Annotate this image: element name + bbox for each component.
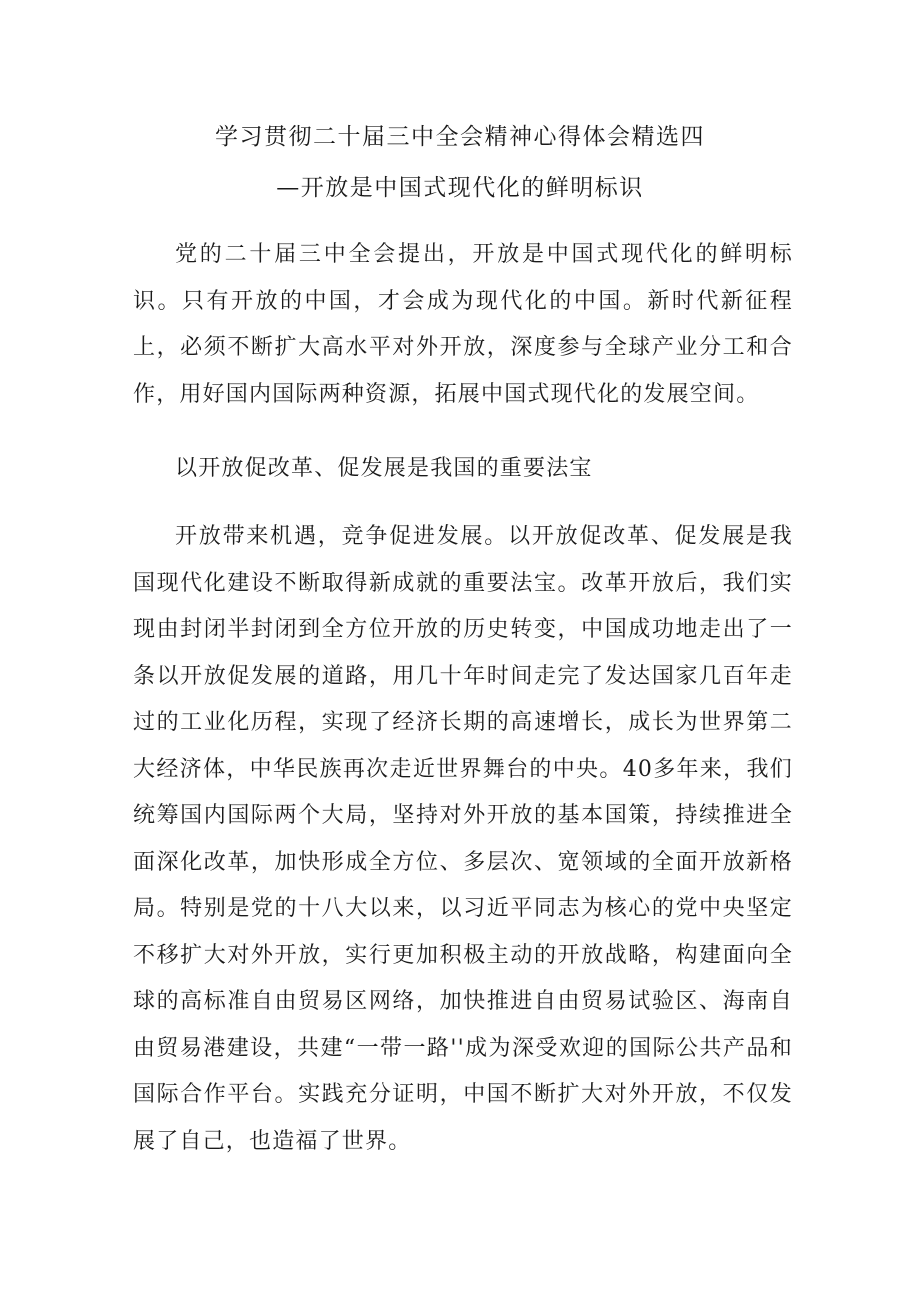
intro-paragraph: 党的二十届三中全会提出，开放是中国式现代化的鲜明标识。只有开放的中国，才会成为现代化的中国。新时代新征程上，必须不断扩大高水平对外开放，深度参与全球产业分工和合作，用好国内国际两种资源，拓展中国式现代化的发展空间。	[133, 242, 793, 407]
section-heading: 以开放促改革、促发展是我国的重要法宝	[175, 456, 593, 481]
section-paragraph: 开放带来机遇，竞争促进发展。以开放促改革、促发展是我国现代化建设不断取得新成就的重要法宝。改革开放后，我们实现由封闭半封闭到全方位开放的历史转变，中国成功地走出了一条以开放促发展的道路，用几十年时间走完了发达国家几百年走过的工业化历程，实现了经济长期的高速增长，成长为世界第二大经济体，中华民族再次走近世界舞台的中央。40多年来，我们统筹国内国际两个大局，坚持对外开放的基本国策，持续推进全面深化改革，加快形成全方位、多层次、宽领域的全面开放新格局。特别是党的十八大以来，以习近平同志为核心的党中央坚定不移扩大对外开放，实行更加积极主动的开放战略，构建面向全球的高标准自由贸易区网络，加快推进自由贸易试验区、海南自由贸易港建设，共建“一带一路''成为深受欢迎的国际公共产品和国际合作平台。实践充分证明，中国不断扩大对外开放，不仅发展了自己，也造福了世界。	[133, 524, 793, 1154]
document-title: 学习贯彻二十届三中全会精神心得体会精选四	[215, 124, 705, 150]
document-subtitle: —开放是中国式现代化的鲜明标识	[276, 175, 644, 201]
